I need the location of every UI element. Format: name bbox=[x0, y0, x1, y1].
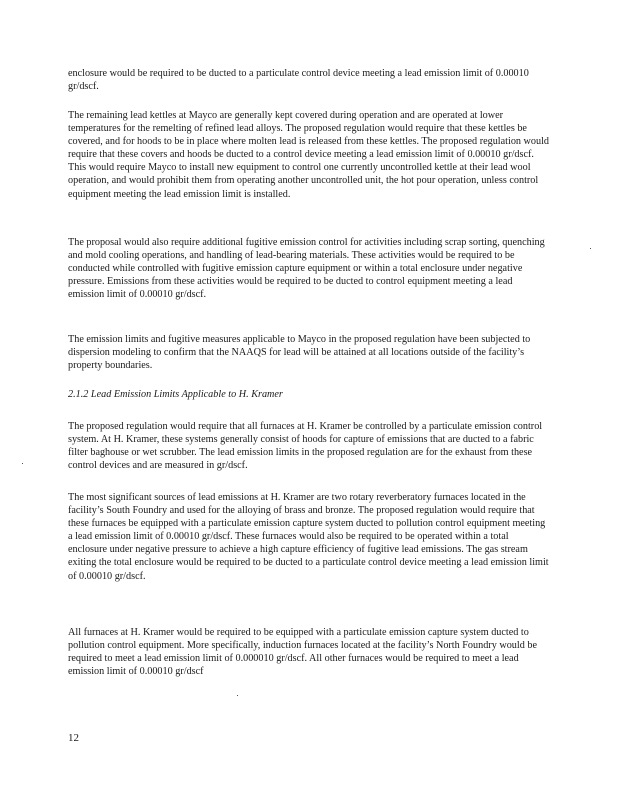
paragraph-kramer-control: The proposed regulation would require that all furnaces at H. Kramer be controlled by a particulate emission control system. At H. Kramer, these systems generally consist of hoods for capture of emissions that are ducted to a fabric filter baghouse or wet scrubber. The lead emission limits in the proposed regulation are for the exhaust from these control devices and are measured in gr/dscf. bbox=[68, 421, 543, 472]
paragraph-remaining-kettles: The remaining lead kettles at Mayco are generally kept covered during operation and are operated at lower temperatures for the remelting of refined lead alloys. The proposed regulation would require that these kettles be covered, and for hoods to be in place where molten lead is released from these kettles. The proposed regulation would require that these covers and hoods be ducted to a control device meeting a lead emission limit of 0.00010 gr/dscf. This would require Mayco to install new equipment to control one currently uncontrolled kettle at their lead wool operation, and would prohibit them from operating another uncontrolled unit, the hot pour operation, unless control equipment meeting the lead emission limit is installed. bbox=[68, 110, 550, 200]
page-number: 12 bbox=[68, 732, 79, 744]
paragraph-all-furnaces: All furnaces at H. Kramer would be required to be equipped with a particulate emission capture system ducted to pollution control equipment. More specifically, induction furnaces located at the facility’s North Foundry would be required to meet a lead emission limit of 0.000010 gr/dscf. All other furnaces would be required to meet a lead emission limit of 0.00010 gr/dscf bbox=[68, 627, 537, 678]
paragraph-modeling: The emission limits and fugitive measures applicable to Mayco in the proposed regulation have been subjected to dispersion modeling to confirm that the NAAQS for lead will be attained at all locations outside of the facility’s property boundaries. bbox=[68, 334, 531, 372]
paragraph-enclosure: enclosure would be required to be ducted to a particulate control device meeting a lead emission limit of 0.00010 gr/dscf. bbox=[68, 68, 529, 93]
section-heading: 2.1.2 Lead Emission Limits Applicable to H. Kramer bbox=[68, 389, 283, 400]
scan-speck bbox=[22, 463, 23, 464]
paragraph-significant-sources: The most significant sources of lead emissions at H. Kramer are two rotary reverberatory furnaces located in the facility’s South Foundry and used for the alloying of brass and bronze. The proposed regulation would require that these furnaces be equipped with a particulate emission capture system ducted to pollution control equipment meeting a lead emission limit of 0.00010 gr/dscf. These furnaces would also be required to be operated within a total enclosure under negative pressure to achieve a high capture efficiency of fugitive lead emissions. The gas stream exiting the total enclosure would be required to be ducted to a particulate control device meeting a lead emission limit of 0.00010 gr/dscf. bbox=[68, 492, 549, 582]
paragraph-fugitive-emission: The proposal would also require additional fugitive emission control for activities including scrap sorting, quenching and mold cooling operations, and handling of lead-bearing materials. These activities would be required to be conducted while controlled with fugitive emission capture equipment or within a total enclosure under negative pressure. Emissions from these activities would be required to be ducted to control equipment meeting a lead emission limit of 0.00010 gr/dscf. bbox=[68, 237, 545, 301]
scan-speck bbox=[237, 695, 238, 696]
scan-speck bbox=[590, 248, 591, 249]
